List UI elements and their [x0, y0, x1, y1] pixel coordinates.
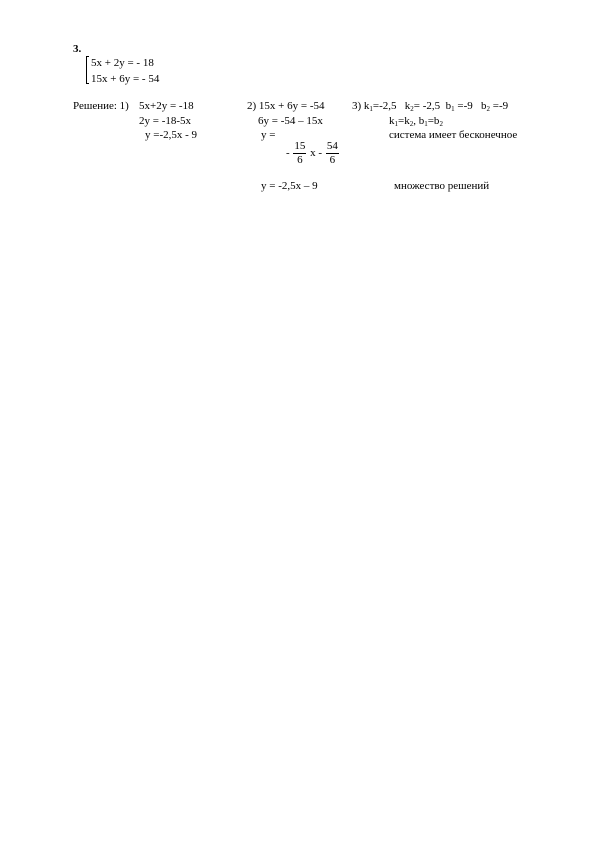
rel-b1-subscript: 1 [424, 120, 428, 128]
rel-b-equals: =b [427, 115, 440, 127]
fraction-denominator: 6 [329, 154, 336, 166]
k2-subscript: 2 [410, 105, 414, 113]
b1-value: =-9 [454, 100, 473, 112]
rel-b2-subscript: 2 [439, 120, 443, 128]
step2-fraction-expression [286, 140, 340, 167]
k1-value: =-2,5 [372, 100, 397, 112]
rel-k1-subscript: 1 [394, 120, 398, 128]
rel-b1: , b [413, 115, 425, 127]
step1-line2: 2y = -18-5x [139, 115, 192, 127]
fraction-numerator: 54 [326, 140, 338, 152]
k1-subscript: 1 [369, 105, 373, 113]
b1-label: b [445, 100, 452, 112]
b1-subscript: 1 [451, 105, 455, 113]
k2-label: k [404, 100, 411, 112]
rel-k1: k [389, 115, 395, 127]
step3-relation [389, 115, 443, 128]
minus-sign: - [286, 147, 290, 160]
step2-line1: 2) 15x + 6y = -54 [247, 100, 325, 112]
system-equation-1: 5x + 2y = - 18 [91, 57, 154, 69]
fraction-15-over-6 [293, 140, 306, 167]
step3-conclusion-line2: множество решений [394, 180, 490, 192]
system-equation-2: 15x + 6y = - 54 [91, 73, 160, 85]
step3-coefficients [352, 100, 508, 113]
fraction-numerator: 15 [294, 140, 306, 152]
step1-line3: y =-2,5x - 9 [145, 129, 198, 141]
k2-value: = -2,5 [413, 100, 441, 112]
rel-k2-subscript: 2 [409, 120, 414, 128]
solution-label: Решение: 1) [73, 100, 129, 112]
step1-line1: 5x+2y = -18 [139, 100, 194, 112]
b2-value: =-9 [490, 100, 509, 112]
fraction-54-over-6 [326, 140, 339, 167]
step2-line4: y = -2,5x – 9 [261, 180, 318, 192]
step3-conclusion-line1: система имеет бесконечное [389, 129, 518, 141]
rel-k-equals: =k [398, 115, 410, 127]
step2-line2: 6y = -54 – 15x [258, 115, 323, 127]
x-minus: x - [310, 147, 323, 160]
problem-number: 3. [73, 43, 82, 55]
k1-label: 3) k [352, 100, 370, 112]
fraction-denominator: 6 [297, 154, 303, 166]
b2-label: b [481, 100, 487, 112]
step2-line3: y = [261, 129, 276, 141]
b2-subscript: 2 [486, 105, 491, 113]
